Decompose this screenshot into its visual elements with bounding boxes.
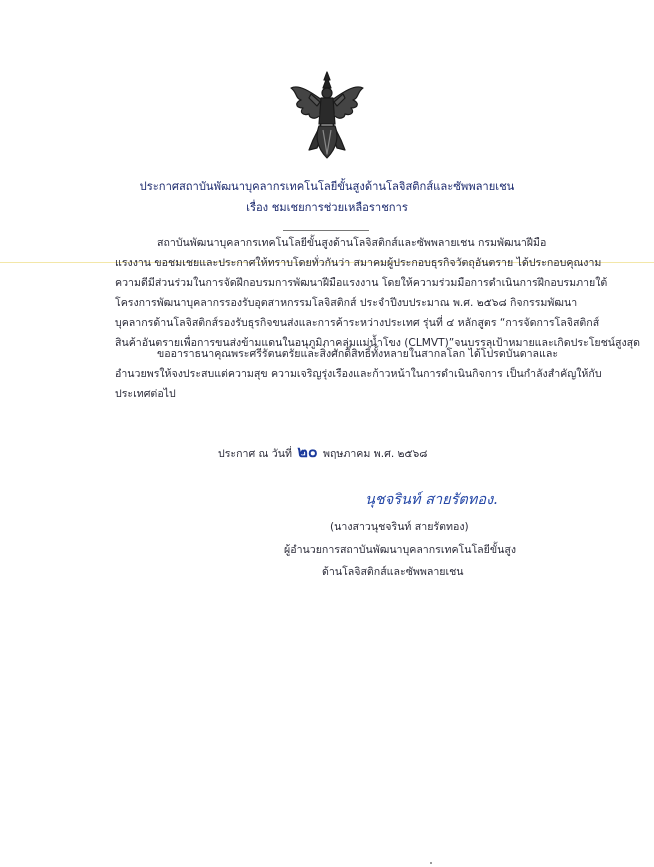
dateline-day: ๒๐ (297, 442, 318, 461)
paragraph-line: สินค้าอันตรายเพื่อการขนส่งข้ามแดนในอนุภูมิภาคลุ่มแม่น้ำโขง (CLMVT)”จนบรรลุเป้าหมายและเกิดประโยชน์สูงสุด (115, 337, 641, 349)
dateline-month-year: พฤษภาคม พ.ศ. ๒๕๖๘ (323, 448, 428, 460)
title-divider (283, 230, 369, 231)
footer-mark (430, 862, 432, 864)
announcement-subject: เรื่อง ชมเชยการช่วยเหลือราชการ (246, 201, 408, 214)
signatory-position: ผู้อำนวยการสถาบันพัฒนาบุคลากรเทคโนโลยีขั้นสูง (284, 544, 516, 556)
signatory-position-continued: ด้านโลจิสติกส์และซัพพลายเชน (322, 566, 464, 578)
announcement-title: ประกาศสถาบันพัฒนาบุคลากรเทคโนโลยีขั้นสูงด้านโลจิสติกส์และซัพพลายเชน (139, 180, 515, 193)
paragraph-line: อำนวยพรให้จงประสบแต่ความสุข ความเจริญรุ่งเรืองและก้าวหน้าในการดำเนินกิจการ เป็นกำลังสำคัญให้กับ (115, 368, 602, 380)
paragraph-line: โครงการพัฒนาบุคลากรรองรับอุตสาหกรรมโลจิสติกส์ ประจำปีงบประมาณ พ.ศ. ๒๕๖๘ กิจกรรมพัฒนา (115, 297, 578, 309)
dateline (218, 440, 427, 465)
paragraph-line: ขออาราธนาคุณพระศรีรัตนตรัยและสิ่งศักดิ์สิทธิ์ทั้งหลายในสากลโลก ได้โปรดบันดาลและ (157, 348, 559, 360)
body-paragraph-1 (115, 233, 641, 353)
paragraph-line: ความดีมีส่วนร่วมในการจัดฝึกอบรมการพัฒนาฝีมือแรงงาน โดยให้ความร่วมมือการดำเนินการฝึกอบรมภายใต้ (115, 277, 608, 289)
handwritten-signature: นุชจรินท์ สายรัตทอง. (365, 492, 498, 508)
paragraph-line: ประเทศต่อไป (115, 388, 176, 400)
signatory-name: (นางสาวนุชจรินท์ สายรัตทอง) (330, 521, 469, 533)
paragraph-line: บุคลากรด้านโลจิสติกส์รองรับธุรกิจขนส่งและการค้าระหว่างประเทศ รุ่นที่ ๔ หลักสูตร “การจัดการโลจิสติกส์ (115, 317, 600, 329)
dateline-prefix: ประกาศ ณ วันที่ (218, 448, 292, 460)
body-paragraph-2 (115, 344, 602, 404)
garuda-emblem-icon (287, 70, 367, 160)
paragraph-line: แรงงาน ขอชมเชยและประกาศให้ทราบโดยทั่วกันว่า สมาคมผู้ประกอบธุรกิจวัตถุอันตราย ได้ประกอบคุณงาม (115, 257, 602, 269)
paragraph-line: สถาบันพัฒนาบุคลากรเทคโนโลยีขั้นสูงด้านโลจิสติกส์และซัพพลายเชน กรมพัฒนาฝีมือ (157, 237, 547, 249)
